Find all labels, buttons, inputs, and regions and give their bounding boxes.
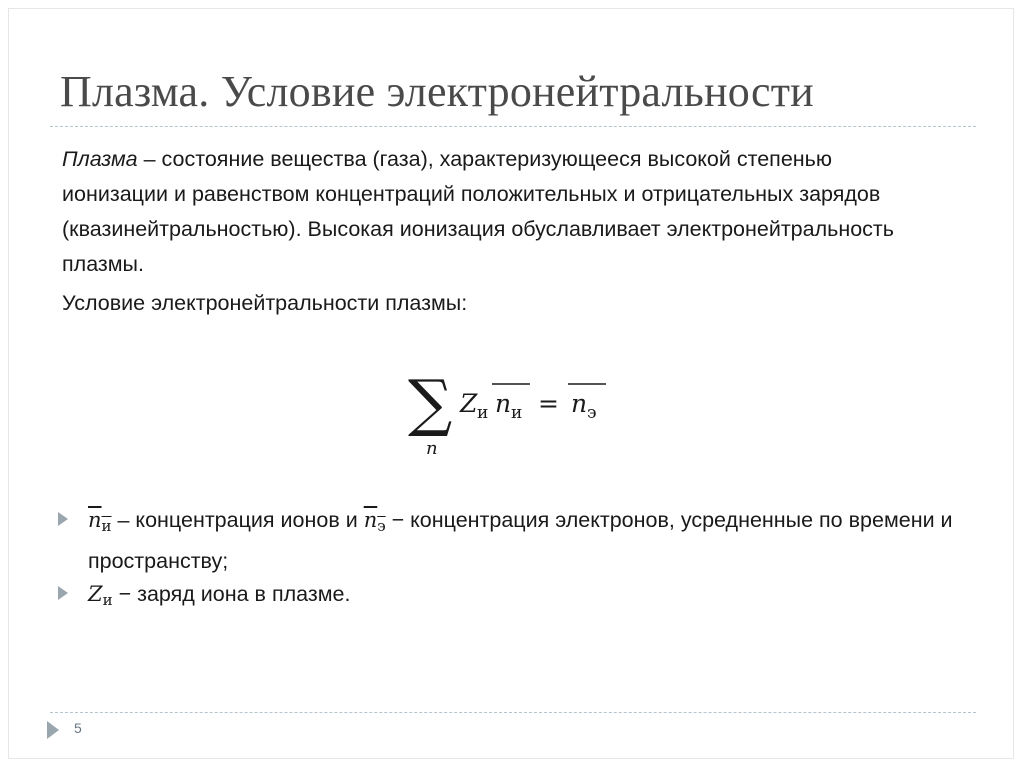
electron-density-subscript: э (377, 517, 386, 535)
slide-title: Плазма. Условие электронейтральности (60, 67, 814, 116)
footer-arrow-icon (47, 721, 59, 739)
electron-density-term (364, 503, 386, 544)
ion-density-symbol: n (495, 389, 512, 418)
neutrality-formula (408, 356, 648, 466)
ion-density-symbol: $\overline{n}$ (88, 508, 102, 532)
title-divider (50, 126, 976, 127)
bullet-item (62, 503, 962, 579)
bullet-text-part: – концентрация ионов и (111, 508, 364, 532)
definition-text: – состояние вещества (газа), характеризующееся высокой степенью ионизации и равенством концентраций положительных и отрицательных зарядов (квазинейтральностью). Высокая ионизация обуславливает электронейтральность плазмы. (62, 147, 894, 276)
ion-charge-subscript: и (102, 591, 113, 609)
defined-term: Плазма (62, 147, 138, 171)
electron-density-symbol: n (571, 389, 588, 418)
bullet-text-part: − концентрация электронов, усредненные по времени и пространству; (88, 508, 953, 573)
sum-symbol: ∑ (408, 366, 453, 439)
bullet-text-part: − заряд иона в плазме. (112, 582, 351, 606)
charge-symbol: Z (460, 389, 478, 418)
electron-density-symbol: $\overline{n}$ (363, 508, 378, 532)
ion-charge-symbol: Z (88, 582, 103, 606)
ion-charge-term (88, 577, 113, 618)
bullet-item (62, 577, 962, 618)
bullet-text (88, 503, 962, 579)
page-number: 5 (74, 720, 82, 736)
bullet-marker-icon (58, 586, 68, 600)
condition-heading: Условие электронейтральности плазмы: (62, 291, 468, 315)
ion-density-subscript: и (101, 517, 112, 535)
definition-paragraph (62, 142, 942, 282)
ion-density-subscript: и (511, 403, 523, 423)
bullet-marker-icon (58, 512, 68, 526)
equals-sign: = (538, 389, 559, 418)
sum-index: n (426, 438, 438, 459)
ion-density-term (88, 503, 112, 544)
footer-divider (50, 712, 976, 713)
bullet-text (88, 577, 962, 618)
electron-density-subscript: э (587, 403, 597, 423)
charge-subscript: и (477, 403, 489, 423)
